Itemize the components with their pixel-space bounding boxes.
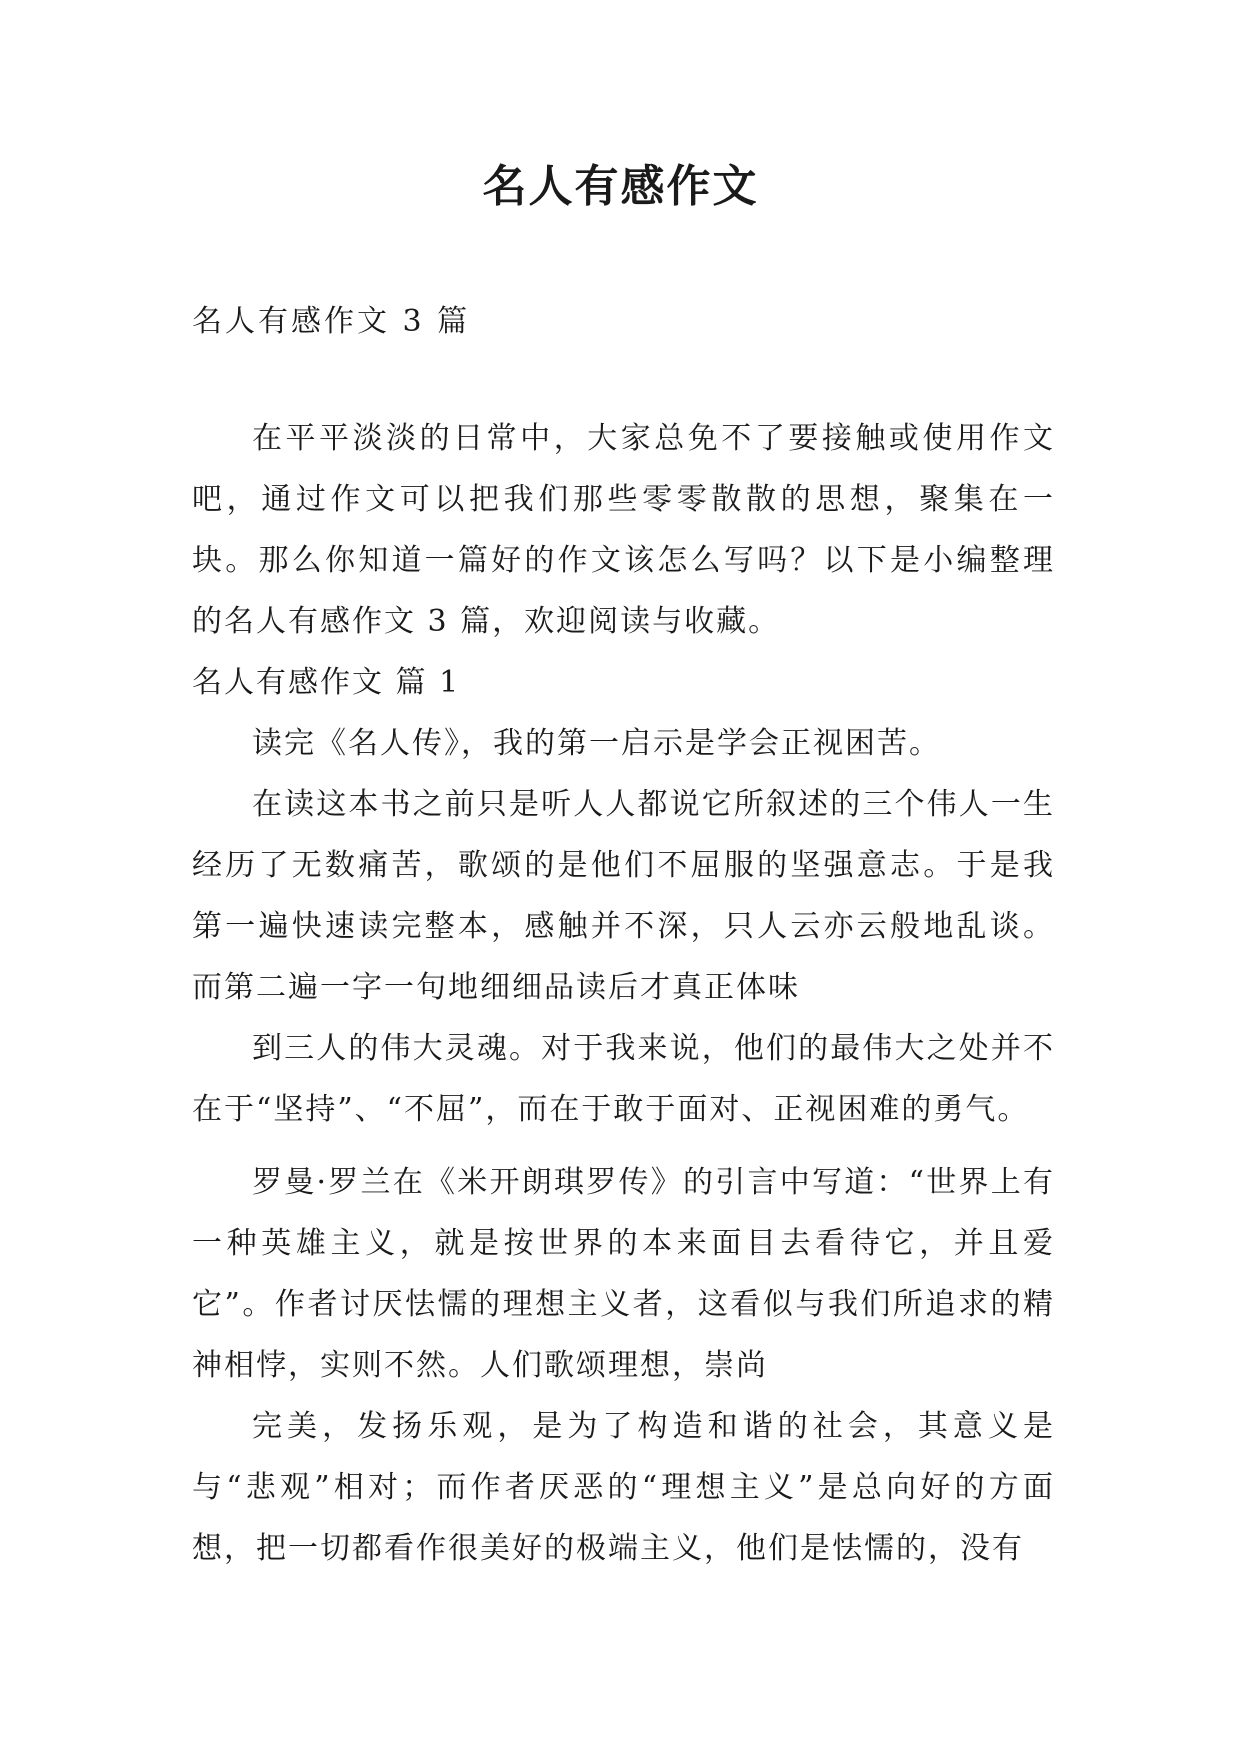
section-heading: 名人有感作文 篇 1: [192, 665, 461, 700]
paragraph: 在读这本书之前只是听人人都说它所叙述的三个伟人一生经历了无数痛苦，歌颂的是他们不屈服的坚强意志。于是我第一遍快速读完整本，感触并不深，只人云亦云般地乱谈。而第二遍一字一句地细细品读后才真正体味: [192, 787, 1055, 1005]
paragraph: 读完《名人传》，我的第一启示是学会正视困苦。: [252, 726, 941, 761]
paragraph: 到三人的伟大灵魂。对于我来说，他们的最伟大之处并不在于“坚持”、“不屈”，而在于敢于面对、正视困难的勇气。: [192, 1031, 1055, 1127]
document-body: [192, 408, 1055, 1579]
document-subtitle: 名人有感作文 3 篇: [192, 304, 471, 339]
paragraph: 完美，发扬乐观，是为了构造和谐的社会，其意义是与“悲观”相对；而作者厌恶的“理想主义”是总向好的方面想，把一切都看作很美好的极端主义，他们是怯懦的，没有: [192, 1409, 1055, 1566]
paragraph-intro: 在平平淡淡的日常中，大家总免不了要接触或使用作文吧，通过作文可以把我们那些零零散散的思想，聚集在一块。那么你知道一篇好的作文该怎么写吗？以下是小编整理的名人有感作文 3 篇，欢迎阅读与收藏。: [192, 421, 1055, 639]
paragraph: 罗曼·罗兰在《米开朗琪罗传》的引言中写道：“世界上有一种英雄主义，就是按世界的本来面目去看待它，并且爱它”。作者讨厌怯懦的理想主义者，这看似与我们所追求的精神相悖，实则不然。人们歌颂理想，崇尚: [192, 1165, 1055, 1383]
document-title: 名人有感作文: [482, 161, 759, 212]
